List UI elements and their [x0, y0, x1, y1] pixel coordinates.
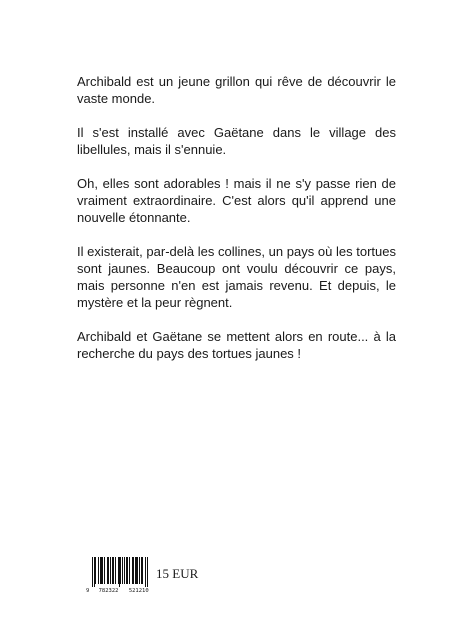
barcode-bar [100, 557, 101, 584]
blurb-text [77, 73, 396, 379]
barcode-bar [104, 557, 105, 584]
paragraph-5: Archibald et Gaëtane se mettent alors en route... à la recherche du pays des tortues jaunes ! [77, 329, 396, 361]
barcode-bar [139, 557, 140, 584]
barcode-bar [137, 557, 138, 584]
barcode-bar [129, 557, 130, 584]
barcode-bar [101, 557, 102, 584]
barcode-left-group: 782322 [98, 588, 119, 594]
barcode-bar [107, 557, 108, 584]
paragraph-1: Archibald est un jeune grillon qui rêve de découvrir le vaste monde. [77, 74, 396, 106]
barcode-bar [102, 557, 103, 584]
barcode-bar [119, 557, 120, 587]
barcode-bar [108, 557, 109, 584]
barcode-bar [113, 557, 114, 584]
barcode-bar [95, 557, 96, 584]
barcode-bar [145, 557, 146, 587]
barcode-digits [86, 588, 150, 595]
barcode-bar [115, 557, 116, 584]
barcode-bar [118, 557, 119, 584]
barcode-bar [132, 557, 133, 584]
barcode-bar [94, 557, 95, 587]
barcode-bar [122, 557, 123, 584]
barcode-bar [124, 557, 125, 584]
isbn-barcode [86, 557, 150, 597]
paragraph-2: Il s'est installé avec Gaëtane dans le village des libellules, mais il s'ennuie. [77, 125, 396, 157]
paragraph-4: Il existerait, par-delà les collines, un pays où les tortues sont jaunes. Beaucoup ont voulu découvrir ce pays, mais personne n'en est jamais revenu. Et depuis, le mystère et la peur règnent. [77, 244, 396, 310]
barcode-first-digit: 9 [86, 588, 90, 594]
price: 15 EUR [156, 566, 199, 581]
barcode-bar [141, 557, 142, 584]
barcode-bar [112, 557, 113, 584]
barcode-bar [120, 557, 121, 584]
barcode-bars [92, 557, 148, 587]
barcode-bar [98, 557, 99, 584]
barcode-bar [126, 557, 127, 584]
barcode-bar [142, 557, 143, 584]
paragraph-3: Oh, elles sont adorables ! mais il ne s'y passe rien de vraiment extraordinaire. C'est alors qu'il apprend une nouvelle étonnante. [77, 176, 396, 225]
barcode-bar [135, 557, 136, 584]
barcode-bar [92, 557, 93, 587]
barcode-bar [110, 557, 111, 584]
barcode-bar [133, 557, 134, 584]
barcode-bar [147, 557, 148, 587]
barcode-bar [136, 557, 137, 584]
barcode-right-group: 521210 [128, 588, 149, 594]
barcode-bar [127, 557, 128, 584]
